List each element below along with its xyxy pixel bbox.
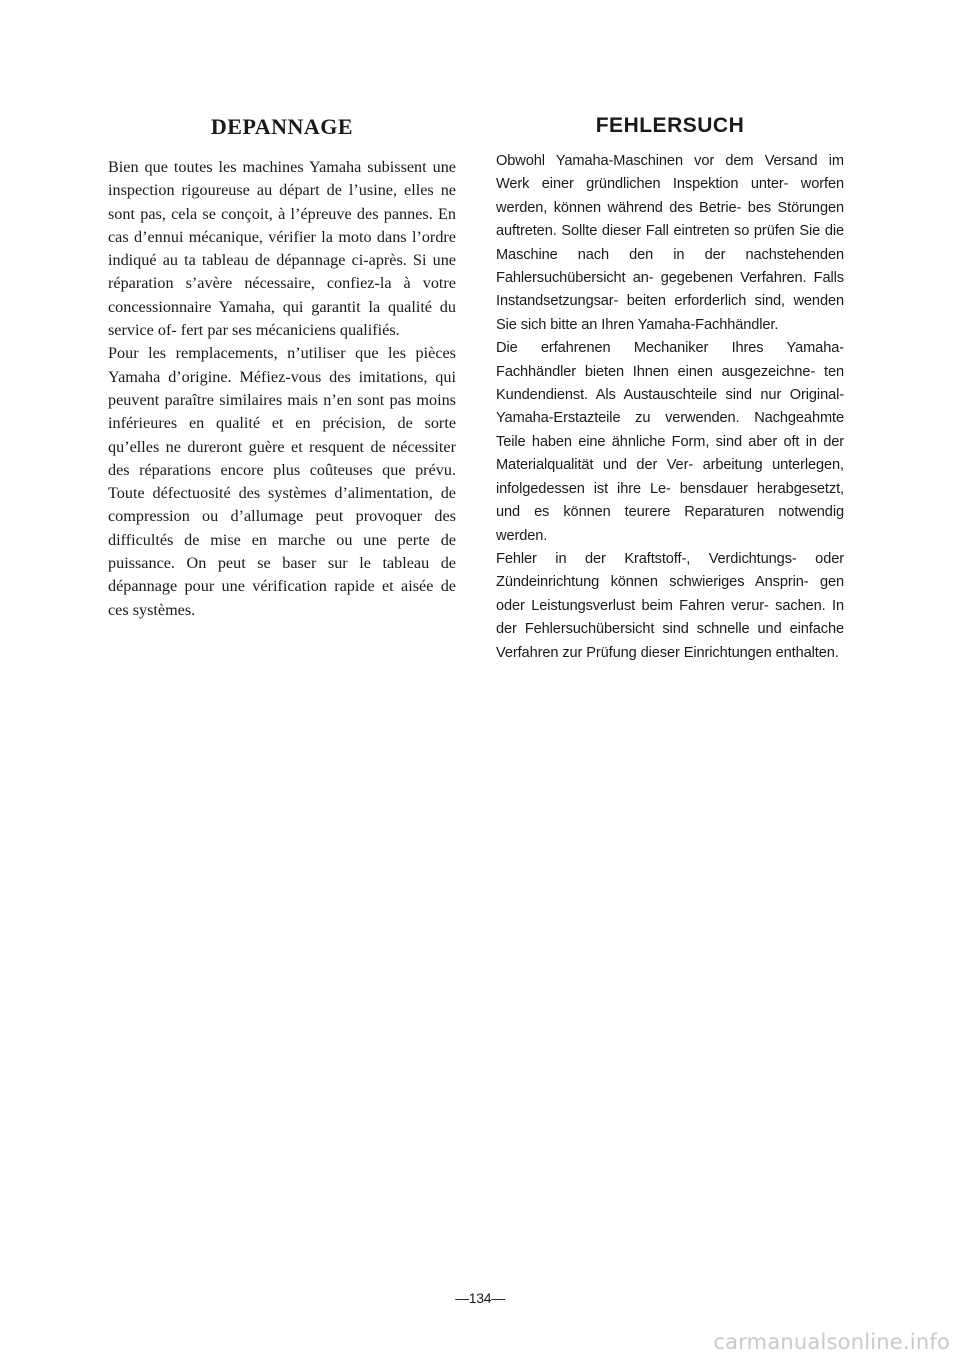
german-column bbox=[496, 112, 844, 665]
french-column bbox=[108, 112, 456, 622]
french-body bbox=[108, 156, 456, 622]
french-paragraph-1: Bien que toutes les machines Yamaha subissent une inspection rigoureuse au départ de l’usine, elles ne sont pas, cela se conçoit, à l’épreuve des pannes. En cas d’ennui mécanique, vérifier la moto dans l’ordre indiqué au ta tableau de dépannage ci-après. Si une réparation s’avère nécessaire, confiez-la à votre concessionnaire Yamaha, qui garantit la qualité du service of- fert par ses mécaniciens qualifiés. bbox=[108, 158, 456, 340]
site-watermark: carmanualsonline.info bbox=[713, 1330, 950, 1354]
page-number: —134— bbox=[455, 1290, 505, 1306]
french-paragraph-2: Pour les remplacements, n’utiliser que les pièces Yamaha d’origine. Méfiez-vous des imitations, qui peuvent paraître similaires mais n’en sont pas moins inférieures en qualité et en précision, de sorte qu’elles ne dureront guère et resquent de nécessiter des réparations encore plus coûteuses que prévu. Toute défectuosité des systèmes d’alimentation, de compression ou d’allumage peut provoquer des difficultés de mise en marche ou une perte de puissance. On peut se baser sur le tableau de dépannage pour une vérification rapide et aisée de ces systèmes. bbox=[108, 344, 456, 619]
german-paragraph-1: Obwohl Yamaha-Maschinen vor dem Versand im Werk einer gründlichen Inspektion unter- worfen werden, können während des Betrie- bes Störungen auftreten. Sollte dieser Fall eintreten so prüfen Sie die Maschine nach den in der nachstehenden Fahlersuchübersicht an- gegebenen Verfahren. Falls Instandsetzungsar- beiten erforderlich sind, wenden Sie sich bitte an Ihren Yamaha-Fachhändler. bbox=[496, 153, 844, 333]
german-body bbox=[496, 150, 844, 665]
german-paragraph-2: Die erfahrenen Mechaniker Ihres Yamaha- Fachhändler bieten Ihnen einen ausgezeichne- ten Kundendienst. Als Austauschteile sind nur Original-Yamaha-Erstazteile zu verwenden. Nachgeahmte Teile haben eine ähnliche Form, sind aber oft in der Materialqualität und der Ver- arbeitung unterlegen, infolgedessen ist ihre Le- bensdauer herabgesetzt, und es können teurere Reparaturen notwendig werden. bbox=[496, 340, 844, 544]
german-title: FEHLERSUCH bbox=[595, 114, 745, 137]
german-paragraph-3: Fehler in der Kraftstoff-, Verdichtungs- oder Zündeinrichtung können schwieriges Ansprin- gen oder Leistungsverlust beim Fahren verur- sachen. In der Fehlersuchübersicht sind schnelle und einfache Verfahren zur Prüfung dieser Einrichtungen enthalten. bbox=[496, 550, 844, 661]
french-title: DEPANNAGE bbox=[210, 114, 354, 139]
